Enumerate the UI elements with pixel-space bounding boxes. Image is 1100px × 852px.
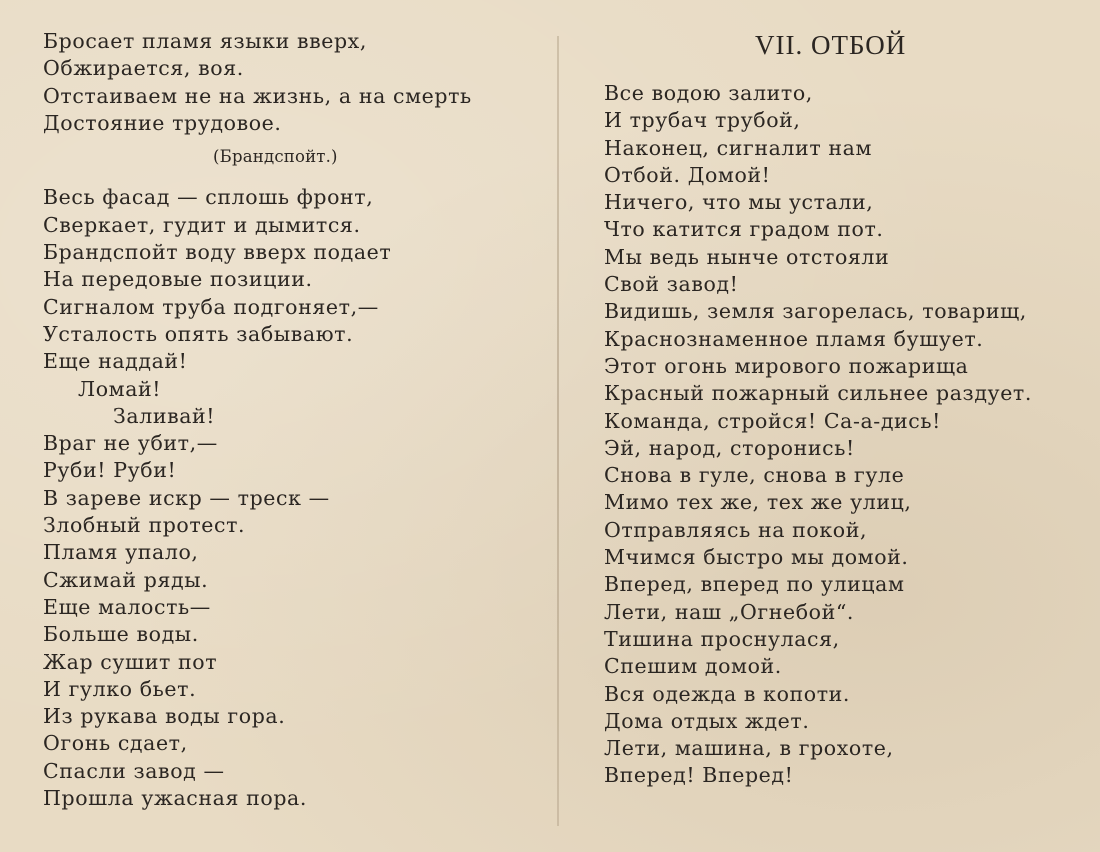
poem-line: Краснознаменное пламя бушует. bbox=[604, 326, 984, 351]
poem-line: Прошла ужасная пора. bbox=[43, 786, 307, 811]
poem-line: Обжирается, воя. bbox=[43, 56, 244, 81]
poem-line: Жар сушит пот bbox=[43, 649, 218, 674]
section-heading: VII. ОТБОЙ bbox=[755, 30, 907, 60]
poem-line: Злобный протест. bbox=[43, 513, 246, 538]
poem-line: Из рукава воды гора. bbox=[43, 704, 286, 729]
poem-line: Лети, машина, в грохоте, bbox=[604, 736, 894, 761]
poem-line: Этот огонь мирового пожарища bbox=[604, 353, 969, 378]
poem-line: Спасли завод — bbox=[43, 758, 225, 783]
poem-line-indented: Ломай! bbox=[78, 376, 162, 401]
column-divider bbox=[557, 36, 559, 826]
poem-line: Больше воды. bbox=[43, 622, 199, 647]
poem-line: Сжимай ряды. bbox=[43, 567, 209, 592]
poem-line: Мчимся быстро мы домой. bbox=[604, 545, 909, 570]
poem-line: Эй, народ, сторонись! bbox=[604, 435, 855, 460]
poem-line-indented: Заливай! bbox=[113, 403, 216, 428]
poem-line: Огонь сдает, bbox=[43, 731, 188, 756]
poem-line: Дома отдых ждет. bbox=[604, 708, 810, 733]
poem-line: Снова в гуле, снова в гуле bbox=[604, 463, 905, 488]
poem-line: Брандспойт воду вверх подает bbox=[43, 240, 392, 265]
poem-line: Свой завод! bbox=[604, 272, 739, 297]
poem-line: Мы ведь нынче отстояли bbox=[604, 244, 890, 269]
poem-line: Все водою залито, bbox=[604, 81, 813, 105]
poem-line: Наконец, сигналит нам bbox=[604, 135, 873, 160]
poem-line: На передовые позиции. bbox=[43, 267, 313, 292]
poem-line: Лети, наш „Огнебой“. bbox=[604, 599, 855, 624]
poem-line: Сигналом труба подгоняет,— bbox=[43, 294, 379, 319]
poem-line: Ничего, что мы устали, bbox=[604, 190, 874, 215]
poem-line: Весь фасад — сплошь фронт, bbox=[43, 185, 374, 210]
poem-line: Красный пожарный сильнее раздует. bbox=[604, 381, 1032, 406]
poem-line: Руби! Руби! bbox=[43, 458, 177, 483]
poem-line: Вперед! Вперед! bbox=[604, 763, 794, 788]
right-poem-column bbox=[604, 80, 1032, 790]
poem-line: Отправляясь на покой, bbox=[604, 517, 868, 542]
poem-line: И трубач трубой, bbox=[604, 108, 801, 133]
poem-line: Враг не убит,— bbox=[43, 431, 218, 456]
stanza-2 bbox=[43, 184, 472, 430]
poem-line: Что катится градом пот. bbox=[604, 217, 884, 242]
poem-line: Отстаиваем не на жизнь, а на смерть bbox=[43, 83, 472, 108]
poem-line: Отбой. Домой! bbox=[604, 162, 771, 187]
poem-line: Сверкает, гудит и дымится. bbox=[43, 212, 361, 237]
poem-line: В зареве искр — треск — bbox=[43, 485, 330, 510]
poem-line: Вперед, вперед по улицам bbox=[604, 572, 905, 597]
poem-line: Пламя упало, bbox=[43, 540, 199, 565]
poem-line: Спешим домой. bbox=[604, 654, 782, 679]
poem-line: Видишь, земля загорелась, товарищ, bbox=[604, 299, 1027, 324]
poem-line: Еще наддай! bbox=[43, 349, 188, 374]
poem-line: Тишина проснулася, bbox=[604, 626, 840, 651]
poem-line: Команда, стройся! Са-а-дись! bbox=[604, 408, 941, 433]
poem-line: Достояние трудовое. bbox=[43, 110, 282, 135]
stage-note: (Брандспойт.) bbox=[213, 147, 338, 167]
stanza-3 bbox=[43, 430, 472, 812]
poem-line: Мимо тех же, тех же улиц, bbox=[604, 490, 912, 515]
stanza-1 bbox=[43, 28, 472, 137]
poem-line: Усталость опять забывают. bbox=[43, 321, 354, 346]
left-poem-column bbox=[43, 28, 472, 812]
poem-line: Еще малость— bbox=[43, 594, 211, 619]
poem-line: И гулко бьет. bbox=[43, 676, 197, 701]
poem-line: Вся одежда в копоти. bbox=[604, 681, 851, 706]
poem-line: Бросает пламя языки вверх, bbox=[43, 29, 367, 53]
